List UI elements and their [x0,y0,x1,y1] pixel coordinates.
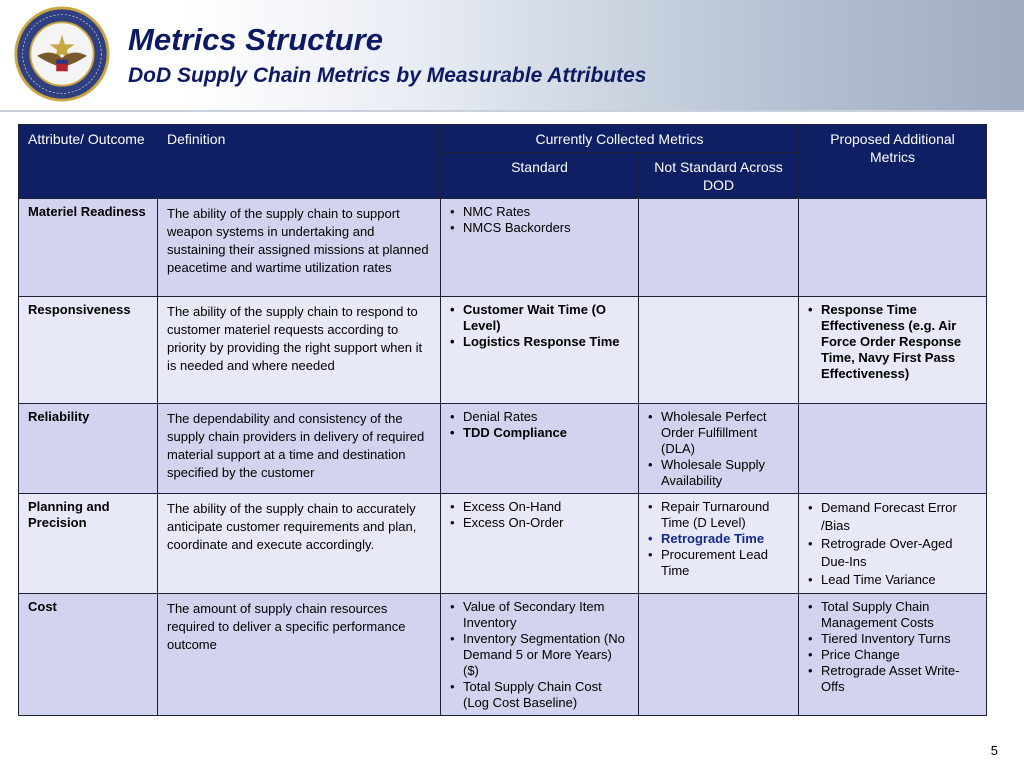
list-item: • Retrograde Time [648,531,789,547]
list-item: • NMCS Backorders [450,220,629,236]
page-number: 5 [990,743,998,758]
list-item: • Retrograde Asset Write-Offs [808,663,977,695]
cell-standard [441,297,639,404]
cell-definition: The ability of the supply chain to accurately anticipate customer requirements and plan, coordinate and execute accordingly. [158,494,441,594]
header-currently-collected: Currently Collected Metrics [441,125,799,153]
metrics-table [18,124,987,716]
cell-definition: The amount of supply chain resources required to deliver a specific performance outcome [158,594,441,716]
cell-proposed [799,297,987,404]
cell-attribute: Cost [19,594,158,716]
cell-attribute: Planning and Precision [19,494,158,594]
cell-proposed [799,404,987,494]
list-item: • Excess On-Order [450,515,629,531]
cell-proposed [799,494,987,594]
cell-standard [441,404,639,494]
header-attribute: Attribute/ Outcome [19,125,158,199]
list-item: • TDD Compliance [450,425,629,441]
header-standard: Standard [441,153,639,199]
cell-definition: The ability of the supply chain to respond to customer materiel requests according to priority by providing the right support when it is needed and where needed [158,297,441,404]
cell-attribute: Reliability [19,404,158,494]
cell-definition: The ability of the supply chain to support weapon systems in undertaking and sustaining their assigned missions at planned peacetime and wartime utilization rates [158,199,441,297]
list-item: • Total Supply Chain Management Costs [808,599,977,631]
table-row [19,404,987,494]
cell-definition: The dependability and consistency of the supply chain providers in delivery of required material support at a time and destination specified by the customer [158,404,441,494]
page-title: Metrics Structure [128,22,383,57]
cell-attribute: Materiel Readiness [19,199,158,297]
list-item: • Wholesale Perfect Order Fulfillment (DLA) [648,409,789,457]
list-item: • Denial Rates [450,409,629,425]
table-row [19,594,987,716]
cell-not-standard [639,494,799,594]
header-banner [0,0,1024,112]
list-item: • Response Time Effectiveness (e.g. Air Force Order Response Time, Navy First Pass Effectiveness) [808,302,977,382]
list-item: • Excess On-Hand [450,499,629,515]
dod-seal-icon [14,6,110,102]
list-item: • Lead Time Variance [808,571,977,589]
table-row [19,297,987,404]
list-item: • Value of Secondary Item Inventory [450,599,629,631]
list-item: • Logistics Response Time [450,334,629,350]
table-row [19,494,987,594]
cell-proposed [799,594,987,716]
header-definition: Definition [158,125,441,199]
list-item: • Total Supply Chain Cost (Log Cost Baseline) [450,679,629,711]
cell-standard [441,199,639,297]
cell-attribute: Responsiveness [19,297,158,404]
list-item: • Repair Turnaround Time (D Level) [648,499,789,531]
table-row [19,199,987,297]
list-item: • Inventory Segmentation (No Demand 5 or More Years) ($) [450,631,629,679]
cell-standard [441,494,639,594]
list-item: • Customer Wait Time (O Level) [450,302,629,334]
page-subtitle: DoD Supply Chain Metrics by Measurable Attributes [128,64,647,87]
cell-not-standard [639,404,799,494]
list-item: • Tiered Inventory Turns [808,631,977,647]
list-item: • NMC Rates [450,204,629,220]
header-not-standard: Not Standard Across DOD [639,153,799,199]
cell-standard [441,594,639,716]
list-item: • Retrograde Over-Aged Due-Ins [808,535,977,571]
list-item: • Demand Forecast Error /Bias [808,499,977,535]
list-item: • Price Change [808,647,977,663]
cell-not-standard [639,297,799,404]
cell-proposed [799,199,987,297]
header-proposed: Proposed Additional Metrics [799,125,987,199]
list-item: • Procurement Lead Time [648,547,789,579]
cell-not-standard [639,199,799,297]
cell-not-standard [639,594,799,716]
list-item: • Wholesale Supply Availability [648,457,789,489]
